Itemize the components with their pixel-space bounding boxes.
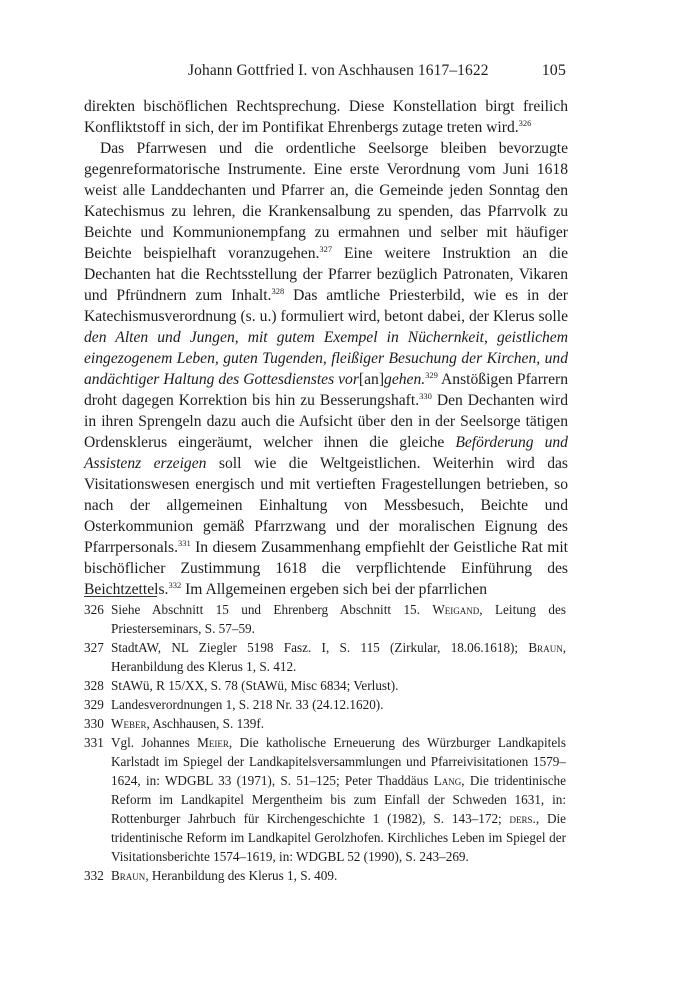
- author-name: Lang: [433, 773, 462, 788]
- footnote: 332 Braun, Heranbildung des Klerus 1, S. 409.: [84, 868, 338, 883]
- quotation: den Alten und Jungen, mit gutem Exempel in Nüchernkeit, geistlichem eingezogenem Leben, guten Tugenden, fleißiger Besuchung der Kirchen, und andächtiger Haltung des Gottesdienstes vor: [84, 329, 568, 388]
- footnote: 328 StAWü, R 15/XX, S. 78 (StAWü, Misc 6834; Verlust).: [84, 678, 399, 693]
- page-number: 105: [541, 62, 566, 79]
- author-name: Meier: [197, 735, 229, 750]
- footnote: 327 StadtAW, NL Ziegler 5198 Fasz. I, S. 115 (Zirkular, 18.06.1618); Braun, Heranbildung des Klerus 1, S. 412.: [84, 640, 566, 674]
- main-text: [84, 96, 568, 600]
- author-name: Braun: [111, 868, 146, 883]
- footnote-number: 330: [84, 716, 104, 731]
- footnote-number: 332: [84, 868, 104, 883]
- footnote-number: 327: [84, 640, 104, 655]
- text-run: Den Dechanten wird in ihren Sprengeln dazu auch die Aufsicht über den in der Seelsorge tätigen Ordensklerus eingeräumt, welcher ihnen die gleiche: [84, 392, 568, 451]
- footnote-number: 326: [84, 602, 104, 617]
- footnote: 330 Weber, Aschhausen, S. 139f.: [84, 716, 265, 731]
- footnote-ref: 331: [177, 538, 191, 548]
- footnote-ref: 327: [319, 244, 333, 254]
- footnote: 326 Siehe Abschnitt 15 und Ehrenberg Abschnitt 15. Weigand, Leitung des Priesterseminars, S. 57–59.: [84, 602, 566, 636]
- text-run: Das Pfarrwesen und die ordentliche Seelsorge bleiben bevorzugte gegenreformatorische Instrumente. Eine erste Verordnung vom Juni 1618 weist alle Landdechanten und Pfarrer an, die Gemeinde jeden Sonntag den Katechismus zu lehren, die Krankensalbung zu spenden, das Pfarrvolk zu Beichte und Kommunionempfang zu ermahnen und selber mit häufiger Beichte beispielhaft voranzugehen.: [84, 140, 568, 262]
- text-run: Das amtliche Priesterbild, wie es in der Katechismusverordnung (s. u.) formuliert wird, betont dabei, der Klerus solle: [84, 287, 568, 325]
- author-name: Braun: [528, 640, 563, 655]
- footnotes: [84, 600, 566, 885]
- author-name: ders.: [509, 811, 536, 826]
- footnote-separator: [84, 596, 157, 597]
- author-name: Weigand: [432, 602, 480, 617]
- footnote-ref: 326: [518, 118, 532, 128]
- paragraph-2: [84, 138, 568, 600]
- footnote-ref: 332: [168, 580, 182, 590]
- running-header: [84, 62, 566, 84]
- footnote: 331 Vgl. Johannes Meier, Die katholische Erneuerung des Würzburger Landkapitels Karlstadt im Spiegel der Landkapitelsversammlungen und Pfarreivisitationen 1579–1624, in: WDGBL 33 (1971), S. 51–125; Peter Thaddäus Lang, Die tridentinische Reform im Landkapitel Mergentheim bis zum Einfall der Schweden 1631, in: Rottenburger Jahrbuch für Kirchengeschichte 1 (1982), S. 143–172; ders., Die tridentinische Reform im Landkapitel Gerolzhofen. Kirchliches Leben im Spiegel der Visitationsberichte 1574–1619, in: WDGBL 52 (1990), S. 243–269.: [84, 735, 567, 864]
- quotation: Beförderung und Assistenz erzeigen: [84, 434, 568, 472]
- text-run: [an]: [358, 371, 385, 388]
- text-run: In diesem Zusammenhang empfiehlt der Geistliche Rat mit bischöflicher Zustimmung 1618 die verpflichtende Einführung des Beichtzettels.: [84, 539, 568, 598]
- paragraph-1: [84, 96, 568, 138]
- running-title: Johann Gottfried I. von Aschhausen 1617–1622: [188, 62, 489, 79]
- text-run: soll wie die Weltgeistlichen. Weiterhin wird das Visitationswesen energisch und mit vertieften Fragestellungen betrieben, so nach der allgemeinen Einhaltung von Messbesuch, Beichte und Osterkommunion gemäß Pfarrzwang und der moralischen Eignung des Pfarrpersonals.: [84, 455, 568, 556]
- footnote-number: 331: [84, 735, 104, 750]
- author-name: Weber: [111, 716, 147, 731]
- footnote-number: 329: [84, 697, 104, 712]
- text-run: Im Allgemeinen ergeben sich bei der pfarrlichen: [181, 581, 488, 598]
- text-run: direkten bischöflichen Rechtsprechung. Diese Konstellation birgt freilich Konfliktstoff in sich, der im Pontifikat Ehrenbergs zutage treten wird.: [84, 98, 568, 136]
- footnote-ref: 330: [419, 391, 432, 401]
- footnote-ref: 328: [271, 286, 285, 296]
- footnote-ref: 329: [425, 370, 438, 380]
- text-run: Anstößigen Pfarrern droht dagegen Korrektion bis hin zu Besserungshaft.: [84, 371, 569, 409]
- footnote: 329 Landesverordnungen 1, S. 218 Nr. 33 (24.12.1620).: [84, 697, 384, 712]
- text-run: Eine weitere Instruktion an die Dechanten hat die Rechtsstellung der Pfarrer bezüglich Patronaten, Vikaren und Pfründnern zum Inhalt.: [84, 245, 568, 304]
- quotation: gehen.: [384, 371, 426, 388]
- footnote-number: 328: [84, 678, 104, 693]
